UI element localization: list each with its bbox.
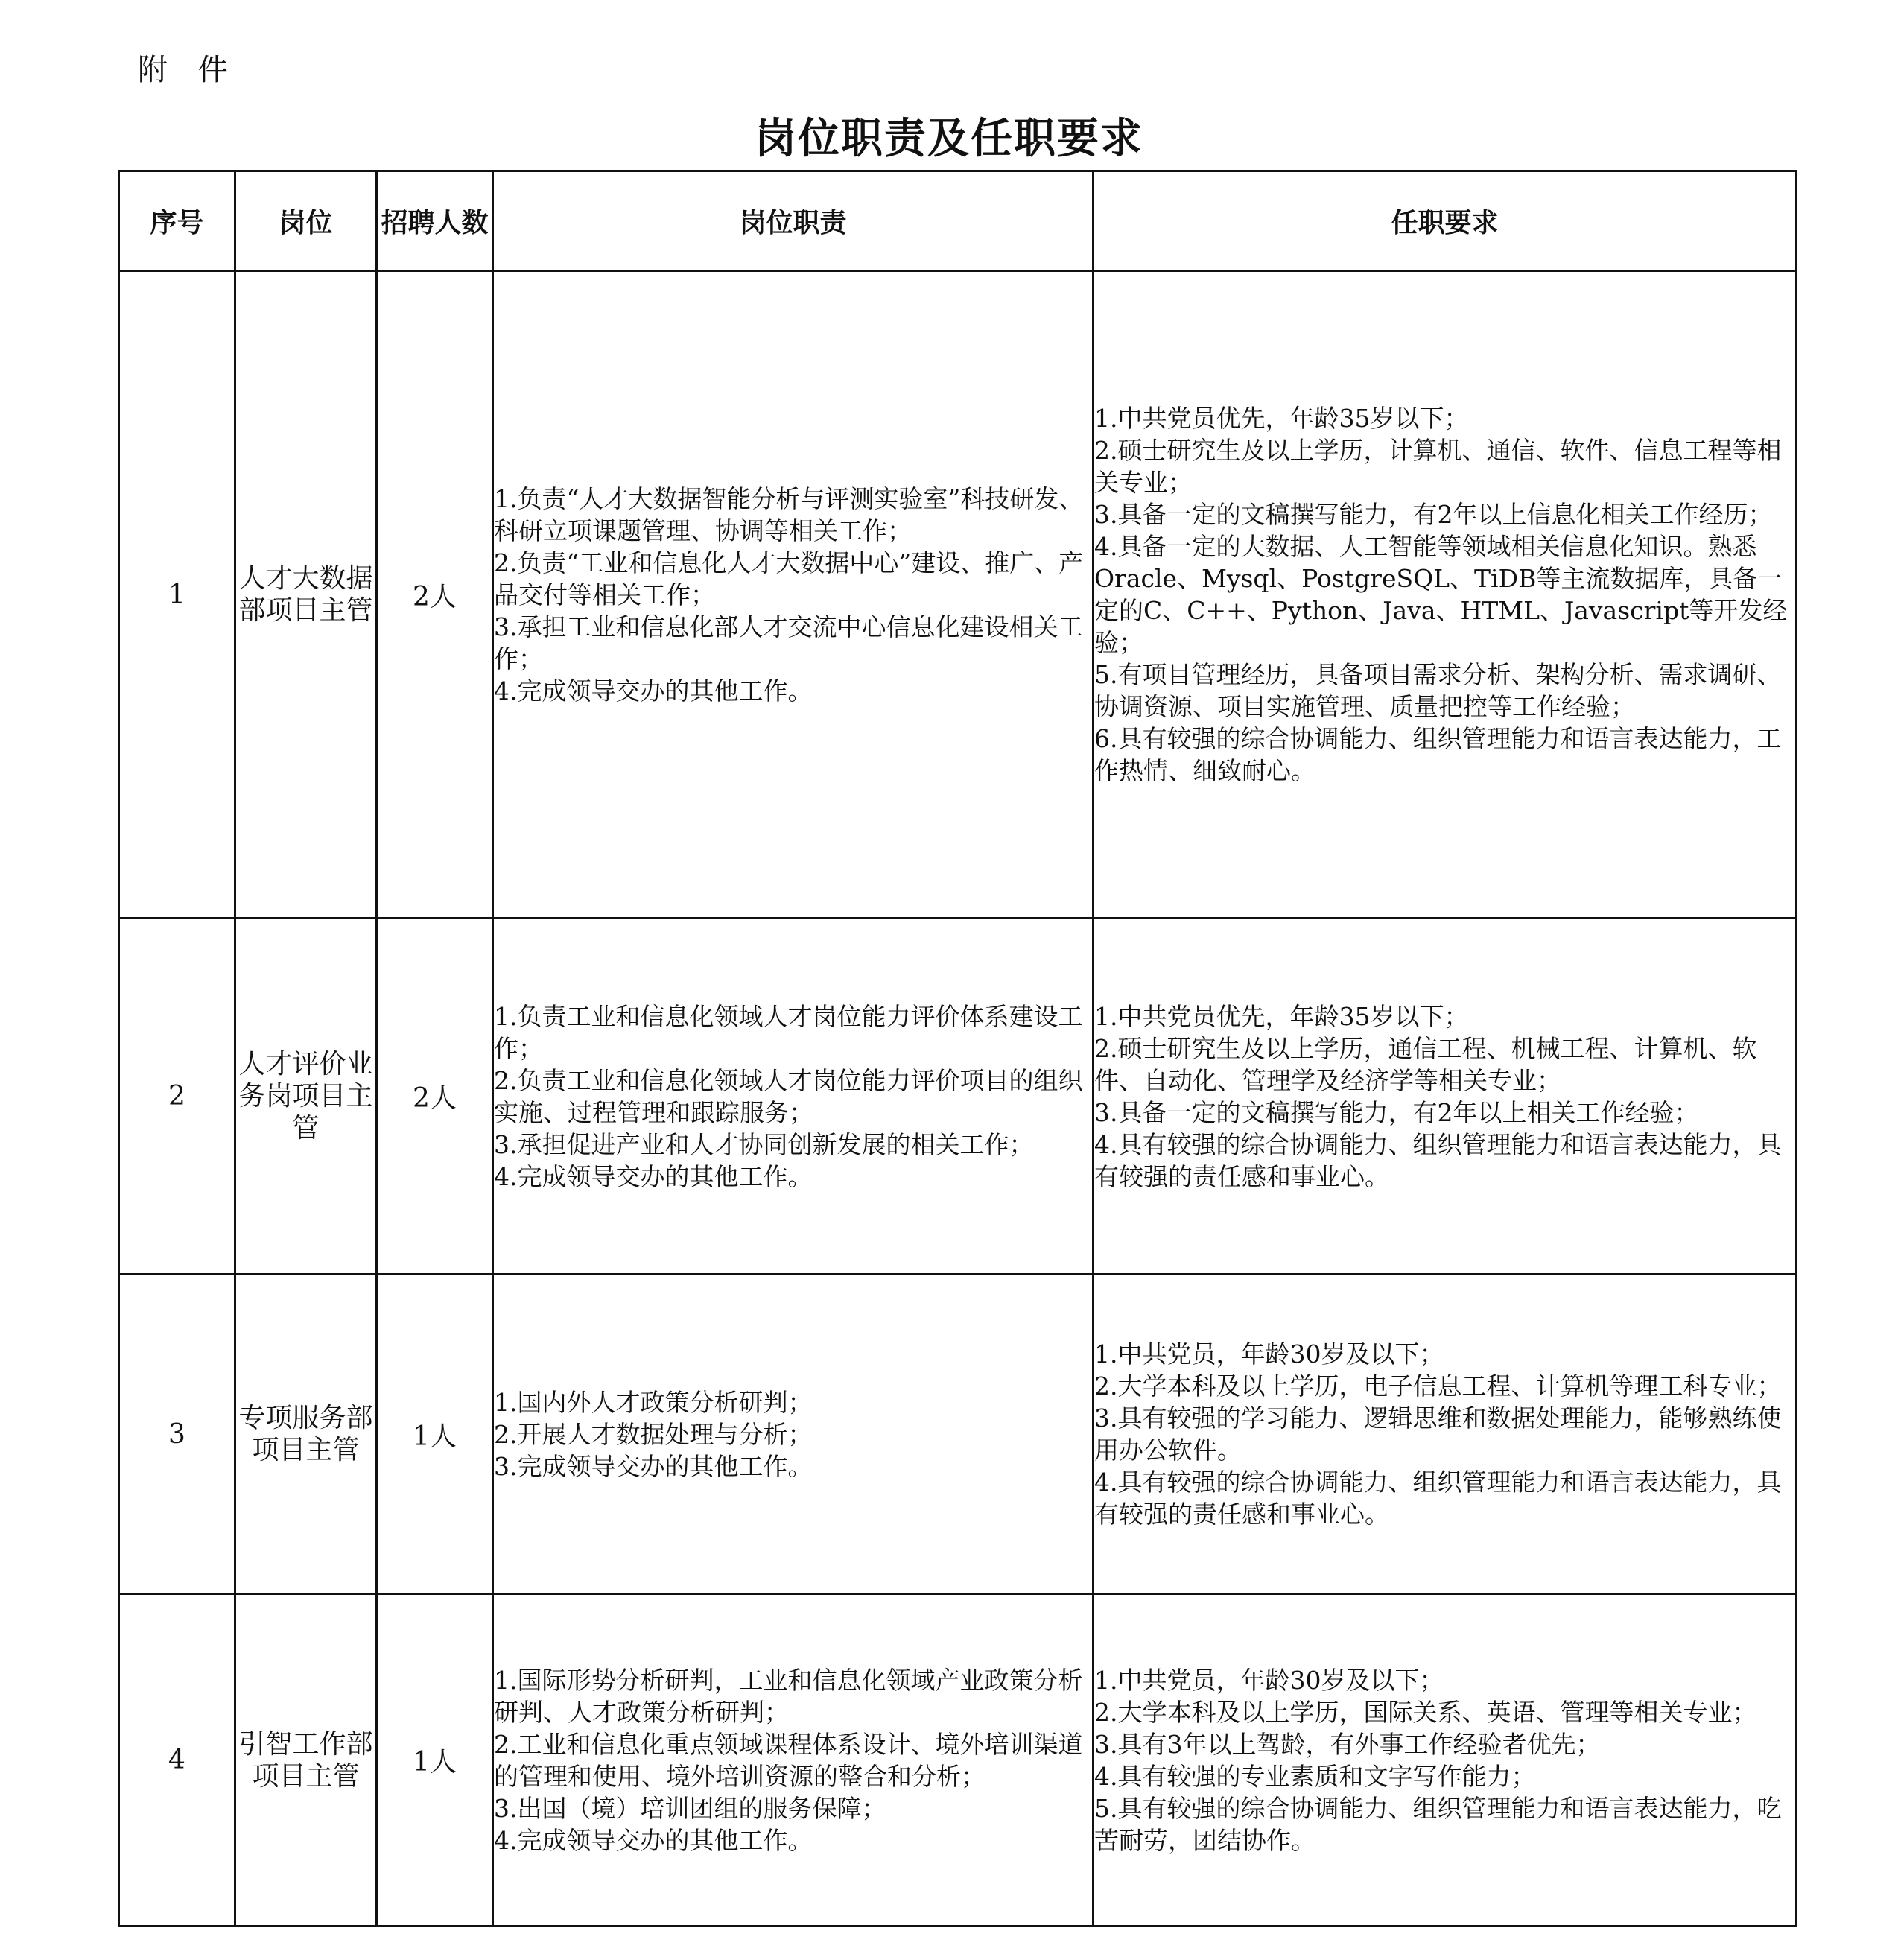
row-headcount: 1人 xyxy=(377,1594,493,1926)
table-row xyxy=(119,919,1797,1275)
row-position: 引智工作部项目主管 xyxy=(235,1594,377,1926)
row-position: 人才大数据部项目主管 xyxy=(235,271,377,919)
row-duties xyxy=(493,271,1094,919)
duty-item: 3.出国（境）培训团组的服务保障； xyxy=(494,1793,886,1823)
duty-item: 1.负责工业和信息化领域人才岗位能力评价体系建设工作； xyxy=(494,1001,1083,1063)
header-requirements: 任职要求 xyxy=(1094,171,1797,271)
row-seq: 4 xyxy=(119,1594,235,1926)
requirement-item: 5.具有较强的综合协调能力、组织管理能力和语言表达能力，吃苦耐劳，团结协作。 xyxy=(1094,1793,1782,1855)
header-duties: 岗位职责 xyxy=(493,171,1094,271)
requirement-item: 1.中共党员优先，年龄35岁以下； xyxy=(1094,404,1469,433)
duty-item: 2.负责“工业和信息化人才大数据中心”建设、推广、产品交付等相关工作； xyxy=(494,548,1084,609)
row-seq: 2 xyxy=(119,919,235,1275)
table-row xyxy=(119,1275,1797,1594)
row-requirements xyxy=(1094,1275,1797,1594)
annex-label: 附 件 xyxy=(138,53,238,87)
requirement-item: 2.大学本科及以上学历，电子信息工程、计算机等理工科专业； xyxy=(1094,1371,1782,1401)
table-header-row xyxy=(119,171,1797,271)
duty-item: 3.承担促进产业和人才协同创新发展的相关工作； xyxy=(494,1129,1034,1159)
requirement-item: 1.中共党员，年龄30岁及以下； xyxy=(1094,1339,1444,1368)
header-seq: 序号 xyxy=(119,171,235,271)
row-headcount: 2人 xyxy=(377,919,493,1275)
requirement-item: 5.有项目管理经历，具备项目需求分析、架构分析、需求调研、协调资源、项目实施管理、质量把控等工作经验； xyxy=(1094,660,1782,721)
requirement-item: 1.中共党员，年龄30岁及以下； xyxy=(1094,1665,1444,1695)
duty-item: 1.负责“人才大数据智能分析与评测实验室”科技研发、科研立项课题管理、协调等相关工作； xyxy=(494,483,1084,545)
row-duties xyxy=(493,1594,1094,1926)
table-row xyxy=(119,1594,1797,1926)
header-position: 岗位 xyxy=(235,171,377,271)
row-position: 专项服务部项目主管 xyxy=(235,1275,377,1594)
duty-item: 3.完成领导交办的其他工作。 xyxy=(494,1451,813,1481)
row-requirements xyxy=(1094,271,1797,919)
row-headcount: 1人 xyxy=(377,1275,493,1594)
duty-item: 4.完成领导交办的其他工作。 xyxy=(494,676,813,705)
duty-item: 1.国内外人才政策分析研判； xyxy=(494,1387,813,1417)
requirement-item: 4.具备一定的大数据、人工智能等领域相关信息化知识。熟悉Oracle、Mysql、PostgreSQL、TiDB等主流数据库，具备一定的C、C++、Python、Java、HTML、Javascript等开发经验； xyxy=(1094,532,1788,657)
duty-item: 4.完成领导交办的其他工作。 xyxy=(494,1825,813,1855)
requirement-item: 1.中共党员优先，年龄35岁以下； xyxy=(1094,1001,1469,1031)
requirement-item: 3.具备一定的文稿撰写能力，有2年以上相关工作经验； xyxy=(1094,1097,1699,1127)
duty-item: 1.国际形势分析研判，工业和信息化领域产业政策分析研判、人才政策分析研判； xyxy=(494,1665,1083,1727)
duty-item: 4.完成领导交办的其他工作。 xyxy=(494,1161,813,1191)
requirement-item: 3.具备一定的文稿撰写能力，有2年以上信息化相关工作经历； xyxy=(1094,500,1773,529)
requirement-item: 2.硕士研究生及以上学历，通信工程、机械工程、计算机、软件、自动化、管理学及经济学等相关专业； xyxy=(1094,1033,1757,1095)
duty-item: 2.开展人才数据处理与分析； xyxy=(494,1419,813,1449)
requirement-item: 2.硕士研究生及以上学历，计算机、通信、软件、信息工程等相关专业； xyxy=(1094,436,1782,497)
requirement-item: 6.具有较强的综合协调能力、组织管理能力和语言表达能力，工作热情、细致耐心。 xyxy=(1094,724,1782,785)
row-seq: 3 xyxy=(119,1275,235,1594)
row-duties xyxy=(493,919,1094,1275)
row-requirements xyxy=(1094,1594,1797,1926)
requirement-item: 3.具有较强的学习能力、逻辑思维和数据处理能力，能够熟练使用办公软件。 xyxy=(1094,1404,1782,1465)
row-requirements xyxy=(1094,919,1797,1275)
row-seq: 1 xyxy=(119,271,235,919)
duty-item: 3.承担工业和信息化部人才交流中心信息化建设相关工作； xyxy=(494,612,1083,673)
requirement-item: 3.具有3年以上驾龄，有外事工作经验者优先； xyxy=(1094,1729,1601,1759)
header-headcount: 招聘人数 xyxy=(377,171,493,271)
row-duties xyxy=(493,1275,1094,1594)
page-title: 岗位职责及任职要求 xyxy=(755,114,1143,163)
requirement-item: 4.具有较强的综合协调能力、组织管理能力和语言表达能力，具有较强的责任感和事业心。 xyxy=(1094,1468,1782,1529)
row-position: 人才评价业务岗项目主管 xyxy=(235,919,377,1275)
row-headcount: 2人 xyxy=(377,271,493,919)
duty-item: 2.负责工业和信息化领域人才岗位能力评价项目的组织实施、过程管理和跟踪服务； xyxy=(494,1065,1083,1127)
table-row xyxy=(119,271,1797,919)
requirement-item: 4.具有较强的综合协调能力、组织管理能力和语言表达能力，具有较强的责任感和事业心。 xyxy=(1094,1129,1782,1191)
duty-item: 2.工业和信息化重点领域课程体系设计、境外培训渠道的管理和使用、境外培训资源的整合和分析； xyxy=(494,1729,1083,1791)
job-requirements-table xyxy=(118,170,1797,1927)
requirement-item: 2.大学本科及以上学历，国际关系、英语、管理等相关专业； xyxy=(1094,1697,1757,1727)
requirement-item: 4.具有较强的专业素质和文字写作能力； xyxy=(1094,1761,1536,1791)
